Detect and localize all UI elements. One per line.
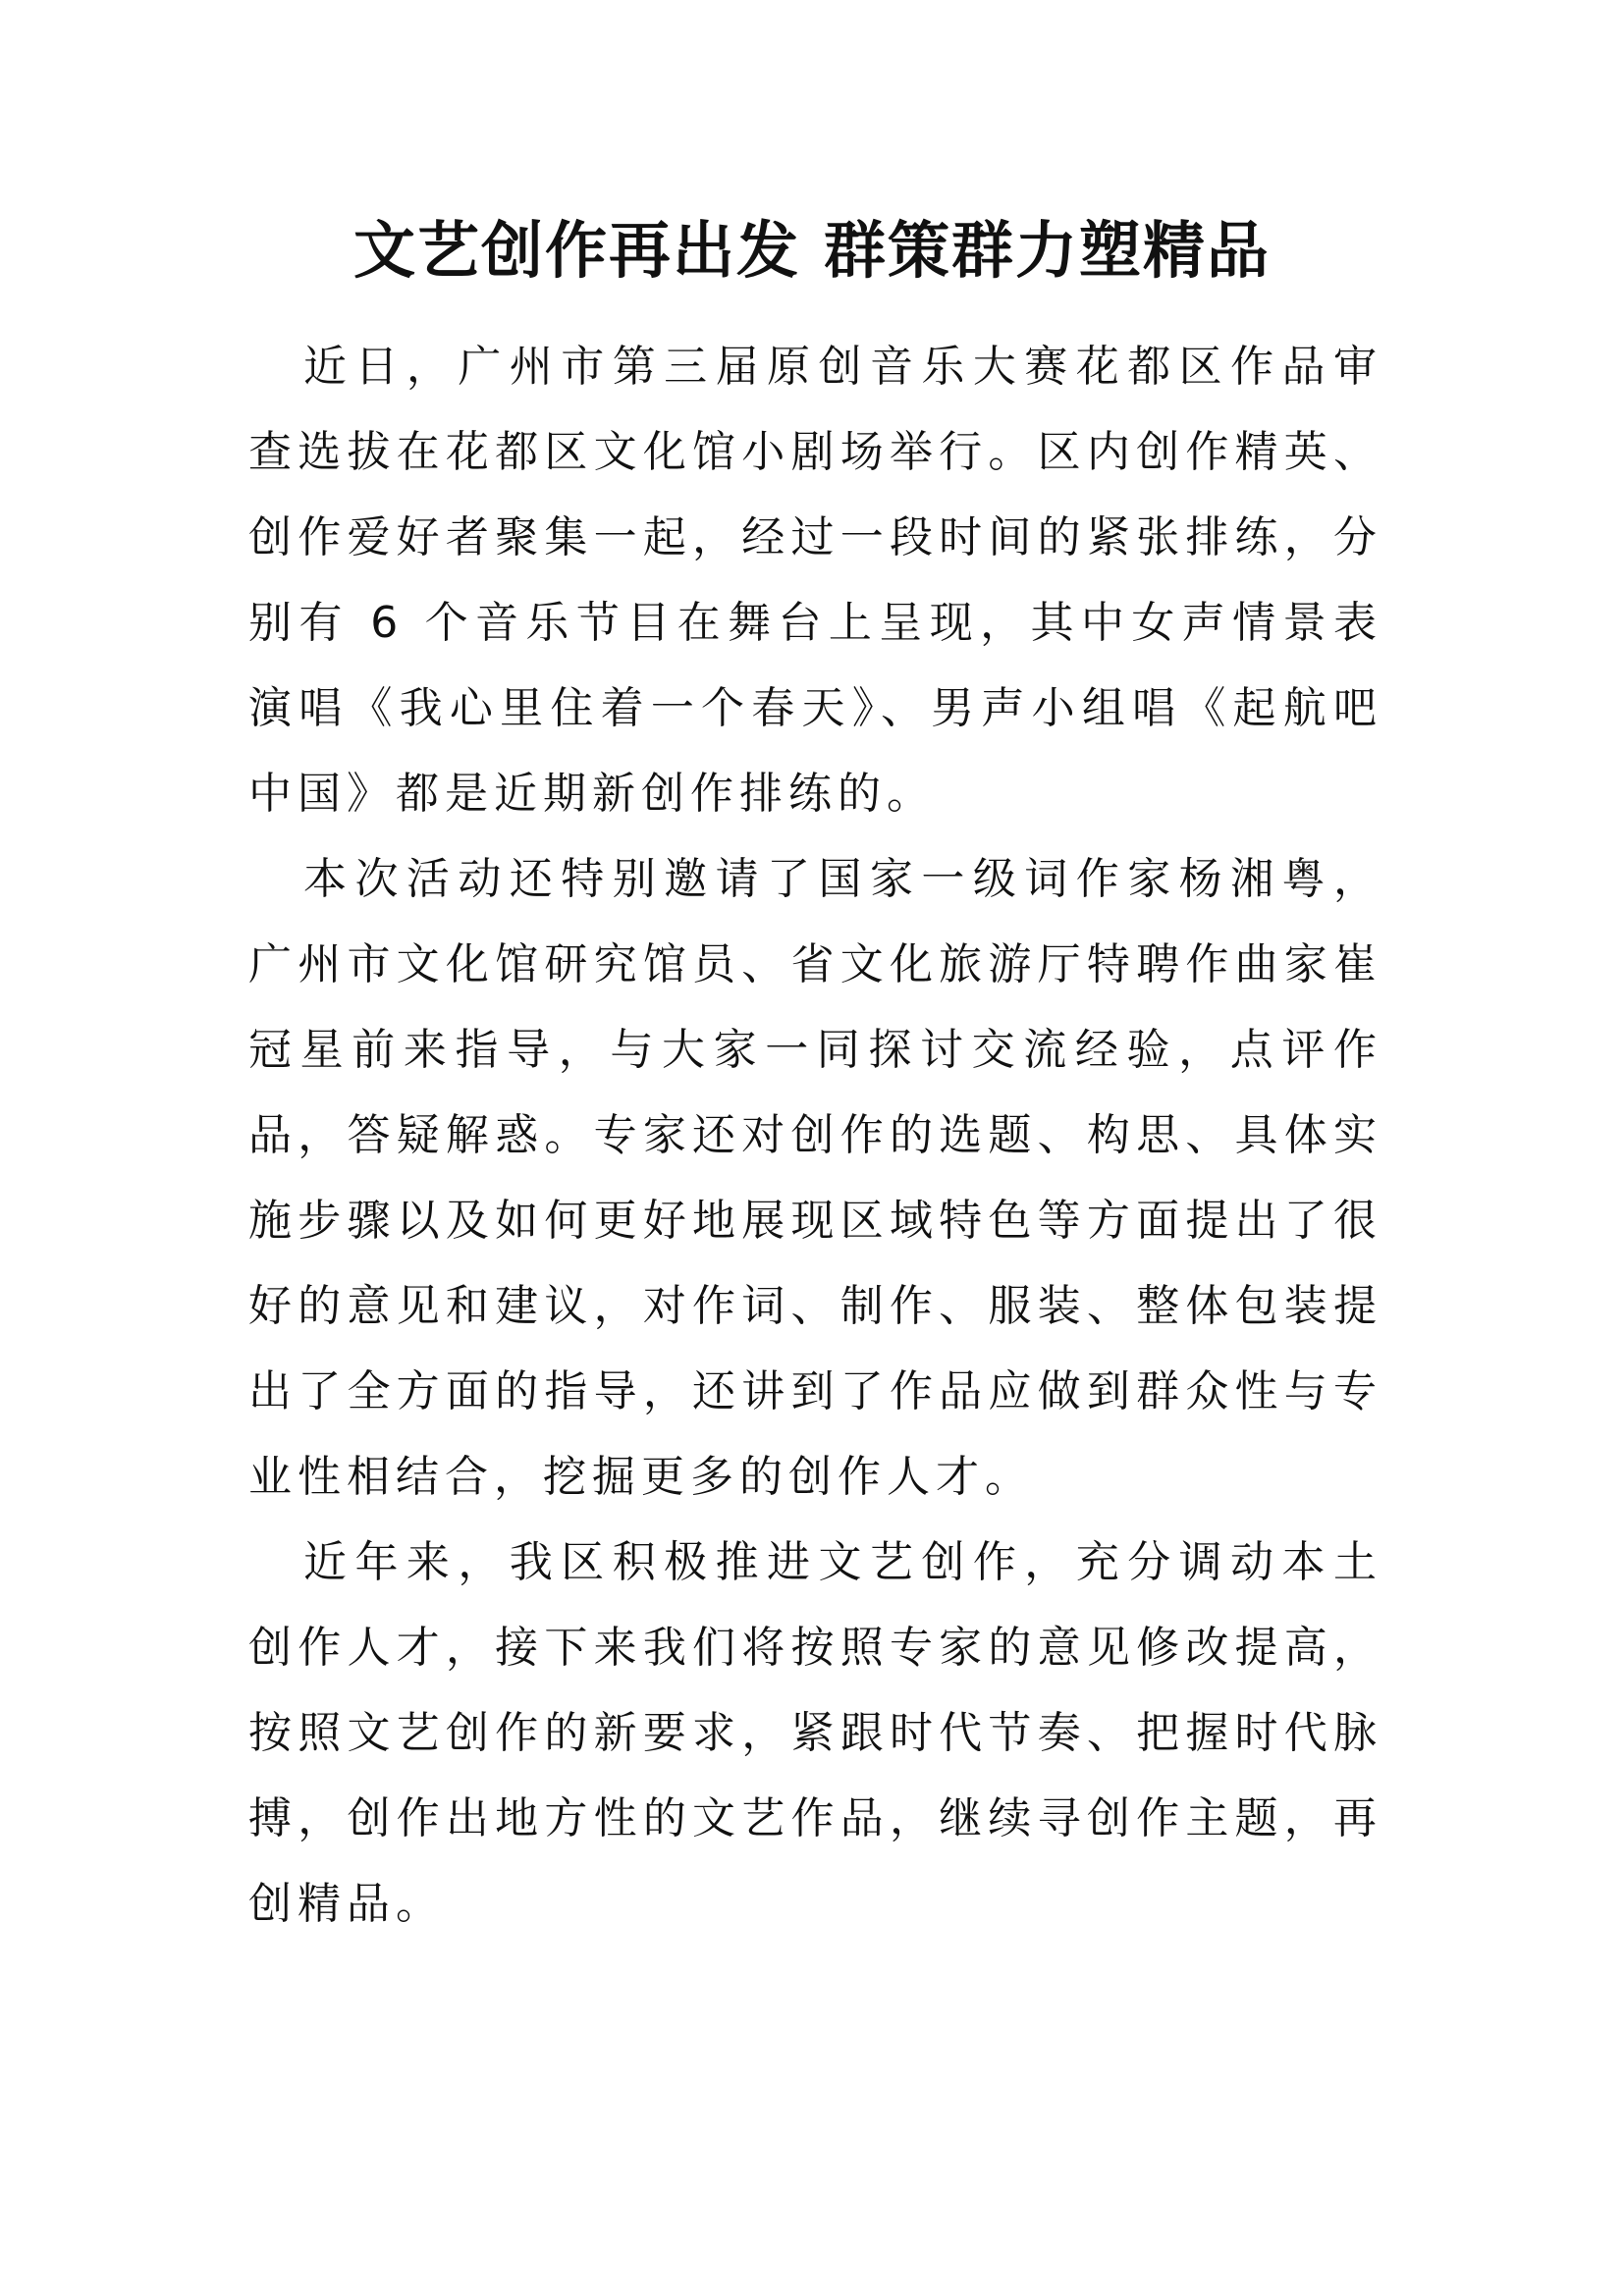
paragraph-1: 近日，广州市第三届原创音乐大赛花都区作品审查选拔在花都区文化馆小剧场举行。区内创作精英、创作爱好者聚集一起，经过一段时间的紧张排练，分别有 6 个音乐节目在舞台上呈现，其中女声情景表演唱《我心里住着一个春天》、男声小组唱《起航吧中国》都是近期新创作排练的。 [248,342,1382,819]
document-title: 文艺创作再出发 群策群力塑精品 [353,214,1271,287]
paragraph-3: 近年来，我区积极推进文艺创作，充分调动本土创作人才，接下来我们将按照专家的意见修改提高，按照文艺创作的新要求，紧跟时代节奏、把握时代脉搏，创作出地方性的文艺作品，继续寻创作主题，再创精品。 [248,1537,1382,1929]
paragraph-2: 本次活动还特别邀请了国家一级词作家杨湘粤，广州市文化馆研究馆员、省文化旅游厅特聘作曲家崔冠星前来指导，与大家一同探讨交流经验，点评作品，答疑解惑。专家还对创作的选题、构思、具体实施步骤以及如何更好地展现区域特色等方面提出了很好的意见和建议，对作词、制作、服装、整体包装提出了全方面的指导，还讲到了作品应做到群众性与专业性相结合，挖掘更多的创作人才。 [248,854,1382,1502]
document-body [248,324,1382,1947]
